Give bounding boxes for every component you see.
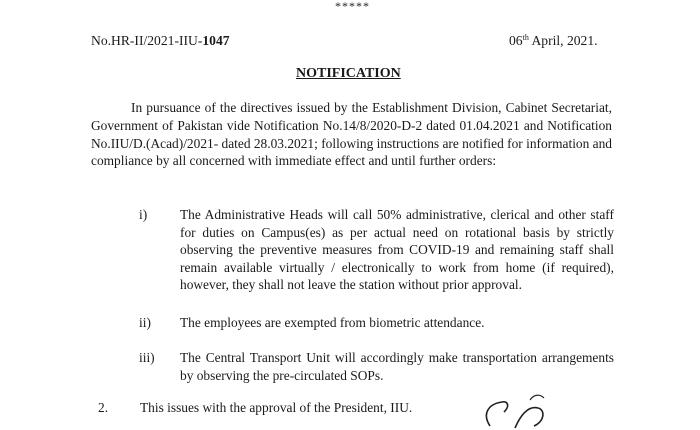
header-stars: ***** [335,0,370,13]
closing-number: 2. [98,400,109,415]
date-suffix: th [522,33,529,42]
handwritten-signature [460,392,620,430]
instruction-number: ii) [139,315,151,330]
instruction-text: The Administrative Heads will call 50% administrative, clerical and other staff for duties on Campus(es) as per actual need on rotational basis by strictly observing the preventive measures from COVID-19 and remaining staff shall remain available virtually / electronically to work from home (if required), however, they shall not leave the station without prior approval. [180,207,614,292]
instruction-text: The Central Transport Unit will accordingly make transportation arrangements by observing the pre-circulated SOPs. [180,350,614,383]
closing-text: This issues with the approval of the President, IIU. [140,400,413,415]
reference-prefix: No.HR-II/2021-IIU- [91,33,203,48]
instruction-text: The employees are exempted from biometric attendance. [180,315,485,330]
reference-number [91,33,230,49]
document-title: NOTIFICATION [296,66,401,81]
instruction-number: iii) [139,350,155,365]
date-rest: April, 2021. [528,33,598,48]
reference-serial: 1047 [202,33,230,48]
date-day: 06 [509,33,523,48]
intro-paragraph: In pursuance of the directives issued by the Establishment Division, Cabinet Secretariat, Government of Pakistan vide Notification No.14/8/2020-D-2 dated 01.04.2021 and Notification No.IIU/D.(Acad)/2021- dated 28.03.2021; following instructions are notified for information and compliance by all concerned with immediate effect and until further orders: [91,100,612,169]
notification-date [509,33,598,49]
instruction-number: i) [139,207,148,222]
